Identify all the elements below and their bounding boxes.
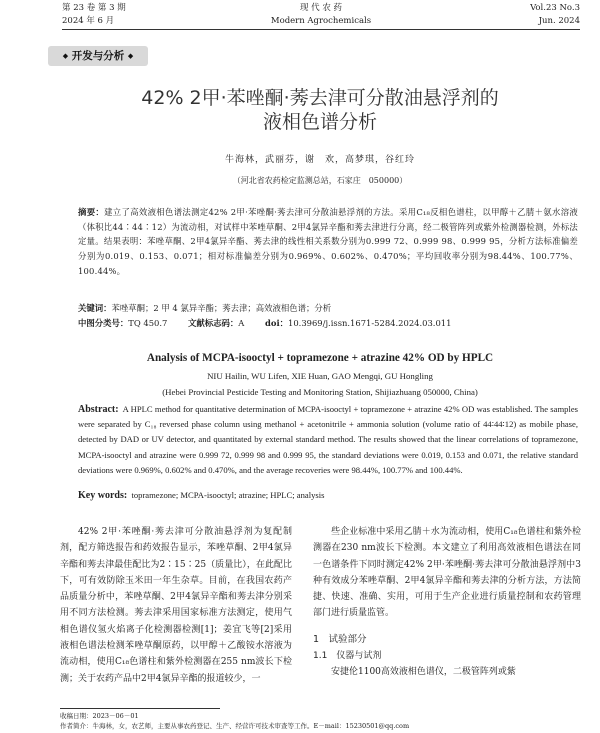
document-code (188, 318, 244, 328)
doi-value: 10.3969/j.issn.1671-5284.2024.03.011 (288, 318, 452, 328)
running-header (62, 2, 580, 30)
keywords-cn-label: 关键词： (78, 303, 112, 313)
article-title-cn (60, 86, 580, 134)
diamond-icon: ◆ (62, 52, 69, 60)
abstract-cn-text: 建立了高效液相色谱法测定42% 2甲·苯唑酮·莠去津可分散油悬浮剂的方法。采用C₁₈反相色谱柱，以甲醇＋乙腈＋氨水溶液（体积比44∶44∶12）为流动相，对试样中苯唑草酮、2甲4氯异辛酯和莠去津进行分离，经二极管阵列或紫外检测器检测，外标法定量。结果表明：苯唑草酮、2甲4氯异辛酯、莠去津的线性相关系数分别为0.999 72、0.999 98、0.999 95，分析方法标准偏差分别为0.019、0.153、0.071；相对标准偏差分别为0.969%、0.602%、0.470%；平均回收率分别为98.44%、100.77%、100.44%。 (78, 207, 578, 276)
section-heading: 1 试验部分 (313, 633, 367, 645)
author-list-cn: 牛海林，武丽芬，谢 欢，高梦琪，谷红玲 (224, 155, 415, 165)
journal-name (62, 2, 580, 28)
abstract-cn-label: 摘要： (78, 207, 105, 217)
journal-name-en: Modern Agrochemicals (270, 16, 372, 26)
abstract-cn (78, 205, 578, 279)
author-bio: 作者简介：牛海林，女，农艺师，主要从事农药登记、生产、经营许可技术审查等工作。E－mail：15230501@qq.com (60, 722, 410, 730)
affiliation-cn: （河北省农药检定监测总站，石家庄 050000） (232, 176, 408, 185)
journal-issue-en (530, 2, 580, 28)
abstract-en (78, 402, 578, 478)
issue-date-en: Jun. 2024 (538, 16, 580, 26)
doc-code-label: 文献标志码： (188, 318, 239, 328)
doi-label: doi： (265, 318, 288, 328)
journal-name-cn: 现 代 农 药 (299, 3, 343, 13)
issue-date: 2024 年 6 月 (62, 16, 115, 26)
keywords-en-text: topramezone; MCPA-isooctyl; atrazine; HPLC; analysis (131, 490, 325, 500)
body-column-left (60, 524, 292, 687)
author-list-en: NIU Hailin, WU Lifen, XIE Huan, GAO Mengqi, GU Hongling (207, 371, 433, 381)
clc-number (78, 318, 167, 328)
article-title-cn-line2: 液相色谱分析 (262, 111, 377, 133)
section-tag-label: 开发与分析 (71, 50, 125, 62)
keywords-en-label: Key words: (78, 490, 128, 501)
diamond-icon: ◆ (127, 52, 134, 60)
clc-label: 中图分类号： (78, 318, 129, 328)
doi (265, 318, 451, 328)
keywords-en (78, 490, 578, 501)
body-column-right (313, 524, 581, 681)
header-divider (62, 29, 580, 30)
footnote-divider (60, 708, 220, 709)
issue-volume: 第 23 卷 第 3 期 (62, 3, 126, 13)
abstract-en-text: A HPLC method for quantitative determination of MCPA-isooctyl + topramezone + atrazine 42% OD was established. The samples were separated by C₁₈ reversed phase column using methanol + acetonitrile + ammonia solution (volume ratio of 44∶44∶12) as mobile phase, detected by DAD or UV detector, and quantitated by external standard method. The results showed that the linear correlations of topramezone, MCPA-isooctyl and atrazine were 0.999 72, 0.999 98 and 0.999 95, the standard deviations were 0.019, 0.153 and 0.071, the relative standard deviations were 0.969%, 0.602% and 0.470%, and the average recoveries were 98.44%, 100.77% and 100.44%. (78, 404, 578, 475)
article-title-cn-line1: 42% 2甲·苯唑酮·莠去津可分散油悬浮剂的 (141, 87, 499, 109)
doc-code-value: A (238, 318, 245, 328)
body-paragraph: 42% 2甲·苯唑酮·莠去津可分散油悬浮剂为复配制剂，配方筛选报告和药效报告显示，苯唑草酮、2甲4氯异辛酯和莠去津最佳配比为2∶15∶25（质量比），在此配比下，可有效防除玉米田一年生杂草。目前，在我国农药产品质量分析中，苯唑草酮、2甲4氯异辛酯和莠去津分别采用不同方法检测。莠去津采用国家标准方法测定，使用气相色谱仪氢火焰离子化检测器检测[1]；姜宜飞等[2]采用液相色谱法检测苯唑草酮原药，以甲醇＋乙酸铵水溶液为流动相，使用C₁₈色谱柱和紫外检测器在255 nm波长下检测；关于农药产品中2甲4氯异辛酯的报道较少，一 (60, 527, 292, 684)
subsection-heading: 1.1 仪器与试剂 (313, 651, 382, 662)
affiliation-en: (Hebei Provincial Pesticide Testing and Monitoring Station, Shijiazhuang 050000, China) (162, 387, 478, 397)
footnote (60, 711, 580, 731)
classification-line (78, 317, 578, 330)
body-paragraph: 些企业标准中采用乙腈＋水为流动相，使用C₁₈色谱柱和紫外检测器在230 nm波长下检测。本文建立了利用高效液相色谱法在同一色谱条件下同时测定42% 2甲·苯唑酮·莠去津可分散油悬浮剂中3种有效成分苯唑草酮、2甲4氯异辛酯和莠去津的分析方法，方法简捷、快速、准确、实用，可用于生产企业进行质量控制和农药管理部门进行质量监管。 (313, 527, 581, 619)
body-paragraph: 安捷伦1100高效液相色谱仪，二极管阵列或紫 (331, 667, 516, 678)
abstract-en-label: Abstract: (78, 404, 119, 415)
issue-volume-en: Vol.23 No.3 (530, 3, 580, 13)
keywords-cn-text: 苯唑草酮；2 甲 4 氯异辛酯；莠去津；高效液相色谱；分析 (111, 303, 332, 313)
clc-value: TQ 450.7 (128, 318, 168, 328)
section-tag (48, 46, 148, 66)
keywords-cn (78, 302, 578, 315)
received-date: 收稿日期：2023－06－01 (60, 712, 139, 720)
article-title-en: Analysis of MCPA-isooctyl + topramezone + atrazine 42% OD by HPLC (146, 352, 494, 364)
